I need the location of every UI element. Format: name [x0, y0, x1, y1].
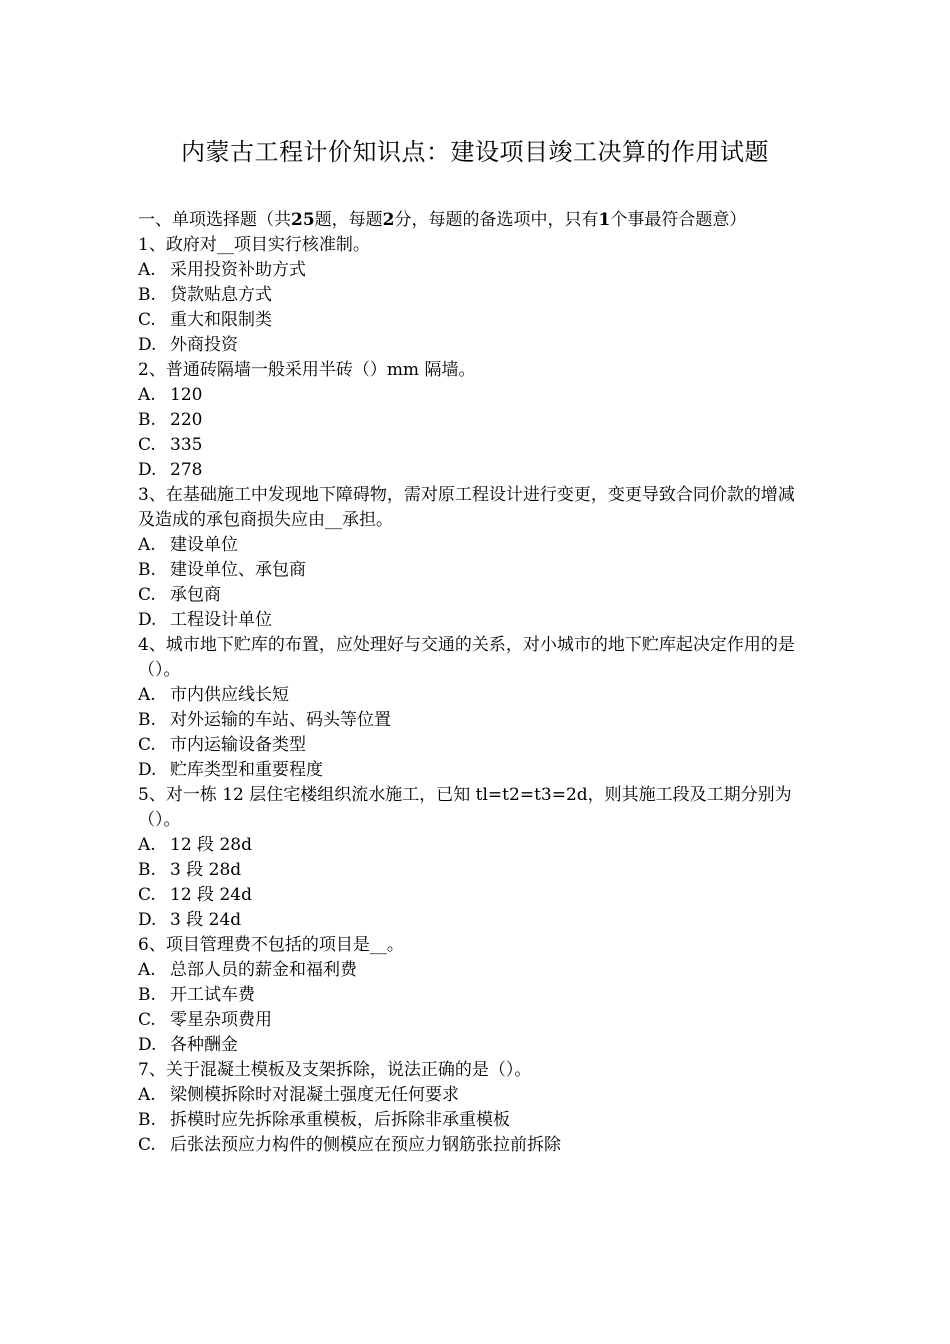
section-heading-part2: 题，每题	[314, 210, 383, 230]
option-text: 外商投资	[170, 335, 238, 355]
option-a	[138, 958, 810, 983]
option-letter: D.	[138, 610, 157, 630]
option-a	[138, 683, 810, 708]
option-text: 采用投资补助方式	[170, 260, 306, 280]
question-score: 2	[382, 210, 395, 230]
option-letter: B.	[138, 860, 156, 880]
option-letter: C.	[138, 435, 156, 455]
option-text: 梁侧模拆除时对混凝土强度无任何要求	[170, 1085, 459, 1105]
option-text: 总部人员的薪金和福利费	[170, 960, 357, 980]
option-letter: B.	[138, 710, 156, 730]
option-b	[138, 1108, 810, 1133]
option-text: 零星杂项费用	[170, 1010, 272, 1030]
option-a	[138, 533, 810, 558]
option-letter: C.	[138, 885, 156, 905]
option-letter: B.	[138, 410, 156, 430]
option-text: 拆模时应先拆除承重模板，后拆除非承重模板	[170, 1110, 510, 1130]
section-heading-part1: 一、单项选择题（共	[138, 210, 291, 230]
option-a	[138, 383, 810, 408]
option-letter: A.	[138, 535, 156, 555]
option-letter: A.	[138, 260, 156, 280]
option-text: 建设单位	[170, 535, 238, 555]
option-b	[138, 983, 810, 1008]
option-letter: B.	[138, 285, 156, 305]
option-text: 承包商	[170, 585, 221, 605]
option-text: 市内运输设备类型	[170, 735, 306, 755]
option-letter: C.	[138, 310, 156, 330]
option-a	[138, 258, 810, 283]
question-stem: 3、在基础施工中发现地下障碍物，需对原工程设计进行变更，变更导致合同价款的增减及造成的承包商损失应由__承担。	[138, 485, 795, 530]
section-heading-part4: 个事最符合题意）	[610, 210, 747, 230]
question-stem: 7、关于混凝土模板及支架拆除，说法正确的是（）。	[138, 1060, 532, 1080]
option-letter: A.	[138, 960, 156, 980]
question-block	[138, 358, 810, 483]
option-text: 220	[170, 410, 203, 430]
option-c	[138, 733, 810, 758]
option-b	[138, 858, 810, 883]
document-body	[138, 208, 810, 1158]
question-stem: 5、对一栋 12 层住宅楼组织流水施工，已知 tl=t2=t3=2d，则其施工段及工期分别为（）。	[138, 785, 792, 830]
option-letter: C.	[138, 735, 156, 755]
option-text: 278	[170, 460, 203, 480]
option-text: 贷款贴息方式	[170, 285, 272, 305]
option-letter: D.	[138, 1035, 157, 1055]
option-c	[138, 1008, 810, 1033]
option-text: 后张法预应力构件的侧模应在预应力钢筋张拉前拆除	[170, 1135, 561, 1155]
option-text: 12 段 28d	[170, 835, 252, 855]
option-d	[138, 1033, 810, 1058]
option-letter: D.	[138, 335, 157, 355]
option-text: 3 段 24d	[170, 910, 242, 930]
question-count: 25	[291, 210, 315, 230]
option-b	[138, 283, 810, 308]
option-a	[138, 833, 810, 858]
option-text: 各种酬金	[170, 1035, 238, 1055]
option-letter: D.	[138, 460, 157, 480]
option-text: 3 段 28d	[170, 860, 242, 880]
option-text: 重大和限制类	[170, 310, 272, 330]
option-c	[138, 583, 810, 608]
option-letter: A.	[138, 685, 156, 705]
option-text: 贮库类型和重要程度	[170, 760, 323, 780]
option-text: 市内供应线长短	[170, 685, 289, 705]
question-stem: 1、政府对__项目实行核准制。	[138, 235, 370, 255]
option-letter: C.	[138, 585, 156, 605]
option-letter: C.	[138, 1135, 156, 1155]
option-d	[138, 758, 810, 783]
option-letter: D.	[138, 760, 157, 780]
section-heading	[138, 208, 810, 233]
option-d	[138, 908, 810, 933]
option-c	[138, 433, 810, 458]
option-a	[138, 1083, 810, 1108]
document-title: 内蒙古工程计价知识点：建设项目竣工决算的作用试题	[181, 138, 769, 166]
option-text: 开工试车费	[170, 985, 255, 1005]
option-letter: C.	[138, 1010, 156, 1030]
section-heading-part3: 分，每题的备选项中，只有	[394, 210, 599, 230]
option-letter: B.	[138, 1110, 156, 1130]
question-stem: 4、城市地下贮库的布置，应处理好与交通的关系，对小城市的地下贮库起决定作用的是（）。	[138, 635, 795, 680]
question-block	[138, 483, 810, 633]
question-block	[138, 1058, 810, 1158]
option-letter: B.	[138, 985, 156, 1005]
option-letter: D.	[138, 910, 157, 930]
option-b	[138, 558, 810, 583]
option-d	[138, 608, 810, 633]
option-b	[138, 408, 810, 433]
option-d	[138, 333, 810, 358]
option-letter: A.	[138, 385, 156, 405]
option-letter: A.	[138, 835, 156, 855]
option-letter: A.	[138, 1085, 156, 1105]
question-block	[138, 933, 810, 1058]
option-text: 对外运输的车站、码头等位置	[170, 710, 391, 730]
question-block	[138, 633, 810, 783]
question-stem: 2、普通砖隔墙一般采用半砖（）mm 隔墙。	[138, 360, 476, 380]
option-text: 335	[170, 435, 203, 455]
question-stem: 6、项目管理费不包括的项目是__。	[138, 935, 404, 955]
answer-count: 1	[598, 210, 611, 230]
option-text: 工程设计单位	[170, 610, 272, 630]
option-letter: B.	[138, 560, 156, 580]
question-block	[138, 233, 810, 358]
option-text: 120	[170, 385, 203, 405]
question-block	[138, 783, 810, 933]
option-c	[138, 1133, 810, 1158]
option-d	[138, 458, 810, 483]
option-c	[138, 308, 810, 333]
option-text: 建设单位、承包商	[170, 560, 306, 580]
option-c	[138, 883, 810, 908]
option-b	[138, 708, 810, 733]
option-text: 12 段 24d	[170, 885, 252, 905]
